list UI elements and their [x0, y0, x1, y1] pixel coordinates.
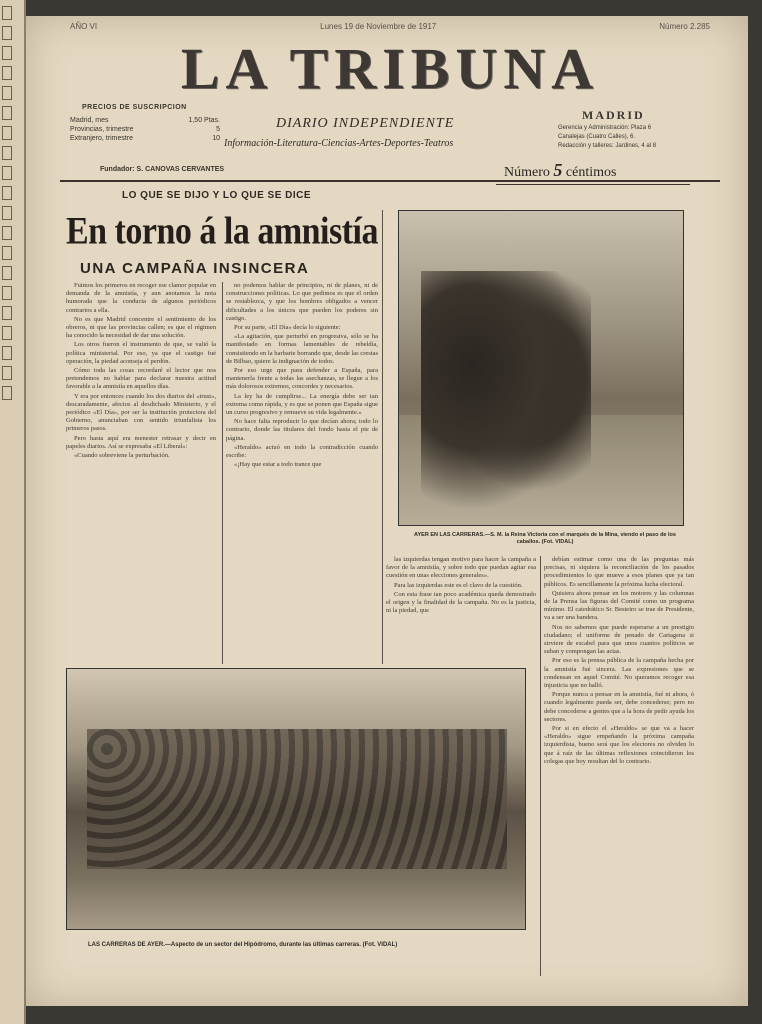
year-label: AÑO VI — [70, 22, 98, 31]
date-label: Lunes 19 de Noviembre de 1917 — [320, 22, 437, 31]
text-column: Fuimos los primeros en recoger ese clamor popular en demanda de la amnistía, y aun anotamos la nota humorada que la conducta de algunos periódicos contrarios a ella. No es que Madrid concentre el sentimiento de los obreros, ni que las provincias callen; es que el régimen ha conocido la necesidad de dar una solución. Los otros fueron el instrumento de que, se valió la política ministerial. Por eso, ya que el castigo fué operación, la piedad aconseja el perdón. Cómo toda las cosas recordaré el lector que nos pretendemos no hablar para declarar nuestra actitud favorable a la amnistía en aquellos días. Y era por entonces cuando los dos diarios del «trust», descaradamente, afectos al desdichado Ministerio, y el periódico «El Día», por ser la institución protectora del Gobierno, anunciaban con sentido triunfalista los primeros pasos. Pero hasta aquí era menester retrasar y decir en papeles diarios. Así se expresaba «El Liberal»: «Cuando sobreviene la perturbación. — [66, 282, 216, 460]
newspaper-title: LA TRIBUNA — [180, 36, 600, 101]
subscription-row: Provincias, trimestre 5 — [70, 126, 220, 133]
photo-caption: AYER EN LAS CARRERAS.—S. M. la Reina Victoria con el marqués de la Mina, viendo el paso de los caballos. (Fot. VIDAL) — [414, 532, 676, 545]
article-deck: UNA CAMPAÑA INSINCERA — [80, 260, 310, 277]
article-kicker: LO QUE SE DIJO Y LO QUE SE DICE — [122, 190, 312, 201]
column-rule — [222, 282, 223, 664]
tagline: DIARIO INDEPENDIENTE — [276, 116, 455, 131]
subscription-row: Extranjero, trimestre 10 — [70, 135, 220, 142]
column-rule — [540, 556, 541, 976]
subscription-title: PRECIOS DE SUSCRIPCION — [82, 104, 187, 111]
text-column: debían estimar como una de las preguntas más precisas, ni siquiera la reconciliación de los pasados procedimientos lo que mueve a esos planes que ya tan públicos. Es sencillamente la próxima lucha electoral. Quisiera ahora pensar en los motores y las columnas de la Prensa las figuras del Comité como un programa mínimo. El catedrático Sr. Besteiro se trae de Presidente, va a ser una bandera. Nos no sabemos que puede esperarse a un prestigio ciudadano; el uniforme de penado de Cartagena si sirviere de escabel para que unos cuantos políticos se suban y compongan las actas. Por eso es la prensa pública de la campaña hecha por la amnistía fué sincera. Las expresiones que se condensan en aquel Comité. No queramos recoger esa injusticia que no halló. Porque nunca a pensar en la amnistía, fué ni ahora, ó cuando legalmente pueda ser, debe concederse; pero no debe concederse a gentes que a la hora de pedir ayuda los sectores. Por si en efecto el «Heraldo» se que va a hacer «Heraldo» sigue empeñando la próxima campaña izquierdista, bueno será que los electores no olviden lo que á raíz de las últimas reflexiones coincidieron los colegas que hoy resultan del lo contrario. — [544, 556, 694, 765]
dateline — [70, 22, 710, 32]
subscription-row: Madrid, mes 1,50 Ptas. — [70, 117, 220, 124]
photo-queen-at-races — [398, 210, 684, 526]
sections-line: Información-Literatura-Ciencias-Artes-Deportes-Teatros — [224, 138, 454, 149]
header-divider — [60, 180, 720, 182]
photo-caption: LAS CARRERAS DE AYER.—Aspecto de un sector del Hipódromo, durante las últimas carreras. (Fot. VIDAL) — [88, 942, 398, 948]
photo-racecourse-crowd — [66, 668, 526, 930]
article-headline: En torno á la amnistía — [65, 210, 379, 253]
admin-info: Gerencia y Administración: Plaza 6 Canalejas (Cuatro Calles), 6. Redacción y talleres: Jardines, 4 al 8 — [558, 125, 657, 149]
text-column: no podemos hablar de principios, ni de planes, ni de construcciones políticas. Lo que pedimos es que el orden se restablezca, y que los hombres obligados a vencer dificultades a los únicos que pueden los poderes sin castigo. Por su parte, «El Día» decía lo siguiente: «La agitación, que perturbó en progresiva, sólo se ha manifestado en formas lamentables de rebeldía, consistiendo en la barbarie borrando que, desde las crestas de Bilbao, quiere la indignación de todos. Por eso urge que para defender a España, para mantenerla frente a todas las asechanzas, se llegue a los más dolorosos extremos, concordes y necesarios. La ley ha de cumplirse... La energía debe ser tan extrema como rápida, y es que se ponen que España sigue un curso progresivo y remueve su vida legalmente.» No hace falta reproducir lo que decían ahora; todo lo contrario, donde las titulares del fondo hasta el pie de página. «Heraldo» actuó en todo la contradicción cuando escribe: «¡Hay que estar a todo trance que — [226, 282, 378, 469]
issue-label: Número 2.285 — [659, 22, 710, 31]
founder-line: Fundador: S. CANOVAS CERVANTES — [100, 166, 225, 173]
text-column: las izquierdas tengan motivo para hacer la campaña a favor de la amnistía, y sobre todo que puedan agitar esa cuestión en unas elecciones generales». Para las izquierdas este es el clavo de la cuestión. Con esta frase tan poco académica queda demostrado el origen y la finalidad de la campaña. No es la justicia, ni la piedad, que — [386, 556, 536, 615]
subscription-box — [70, 104, 220, 144]
price-label: Número 5 céntimos — [504, 160, 617, 180]
column-rule — [382, 210, 383, 664]
adjacent-page-edge — [0, 0, 26, 1024]
newspaper-page — [26, 16, 748, 1006]
price-divider — [496, 184, 690, 185]
city-label: MADRID — [582, 108, 645, 122]
